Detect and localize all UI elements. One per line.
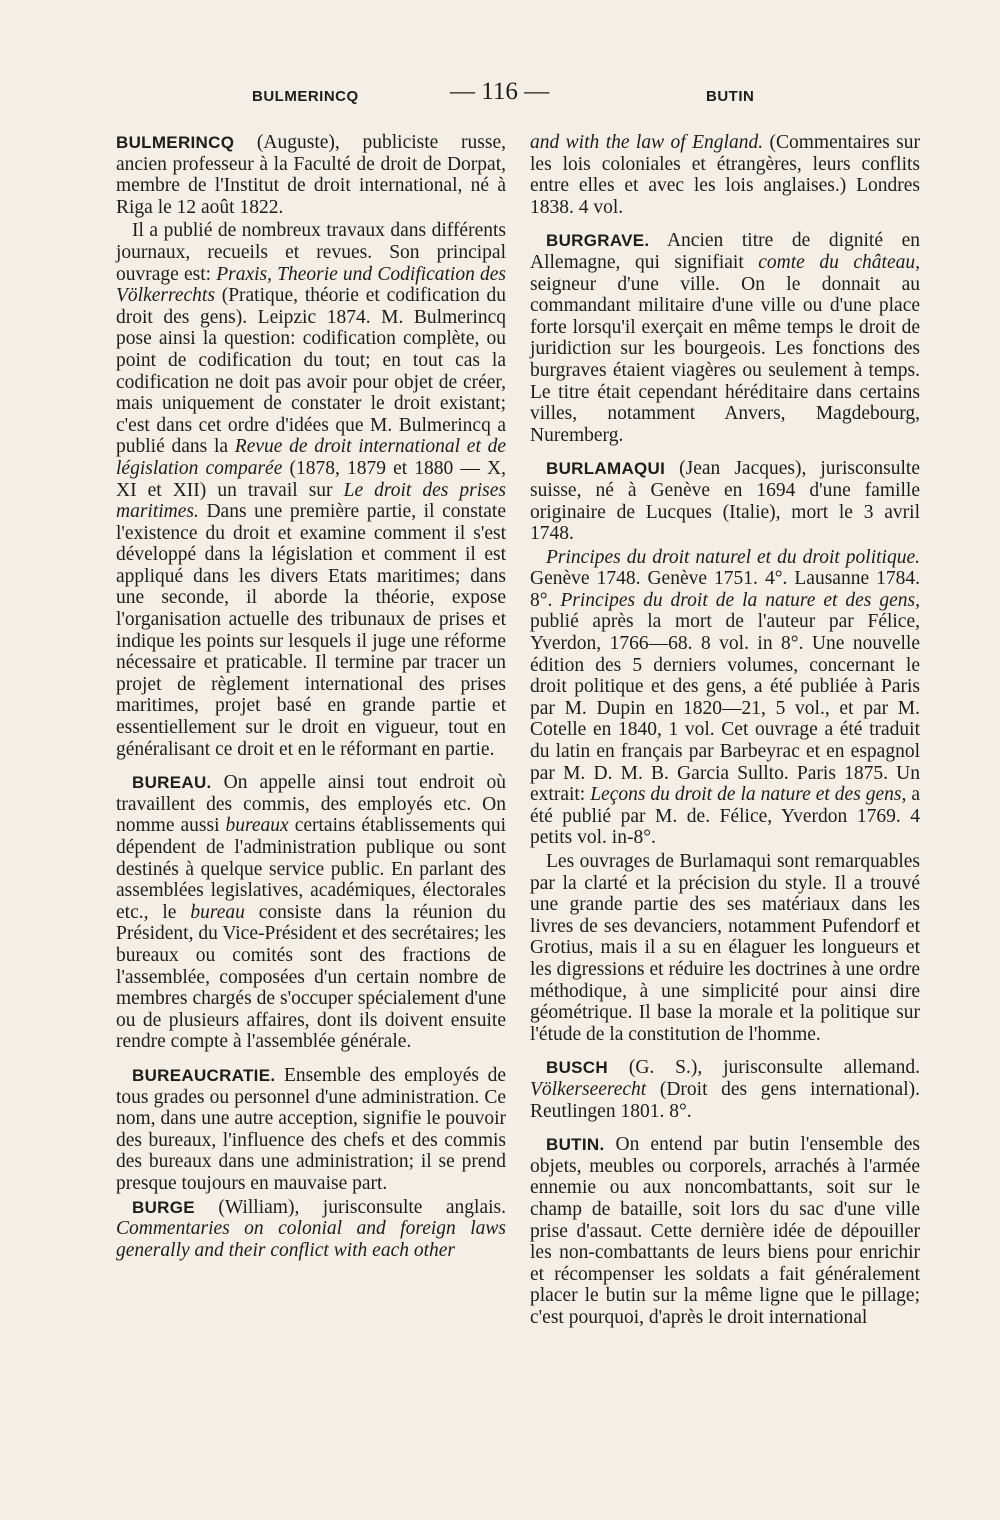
italic-term: comte du château, [758, 251, 920, 273]
header-right-word: BUTIN [706, 88, 755, 105]
page-number: — 116 — [450, 78, 550, 105]
entry-text: (William), jurisconsulte anglais. [194, 1196, 506, 1218]
entry-text: (Pratique, théorie et codification du droit des gens). Leipzic 1874. M. Bulmerincq pose ainsi la question: codification complète, ou point de codification du tout; en tout cas la codification ne doit pas avoir pour objet de créer, mais uniquement de constater le droit existant; c'est dans cet ordre d'idées que M. Bulmerincq a publié dans la [116, 285, 506, 458]
left-column [116, 132, 506, 1273]
entry-burlamaqui [530, 458, 920, 544]
entry-text: Dans une première partie, il constate l'existence du droit et examine comment il s'est développé dans la législation et comment il est appliqué dans les divers Etats maritimes; dans une seconde, il aborde la théorie, expose l'organisation actuelle des tribunaux de prises et indique les points sur lesquels il juge une réforme nécessaire et praticable. Il termine par tracer un projet de règlement international des prises maritimes, projet basé en grande partie et essentiellement sur le droit en vigueur, tout en généralisant ce droit et en le réformant en partie. [116, 501, 506, 760]
work-title: Völkerseerecht [530, 1078, 647, 1100]
entry-headword: BULMERINCQ [116, 133, 235, 152]
entry-text: Les ouvrages de Burlamaqui sont remarquables par la clarté et la précision du style. Il a trouvé une grande partie des ses matériaux dans les livres de ses devanciers, notamment Pufendorf et Grotius, mais il a su en élaguer les longueurs et les digressions et réduire les doctrines à une ordre méthodique, à une simplicité pour ainsi dire géométrique. Il base la morale et la politique sur l'étude de la constitution de l'homme. [530, 851, 920, 1045]
entry-text: consiste dans la réunion du Président, du Vice-Président et des secrétaires; les bureaux ou comités sont des fractions de l'assemblée, composées d'un certain nombre de membres chargés de s'occuper spécialement d'une ou de plusieurs affaires, dont ils doivent ensuite rendre compte à l'assemblée générale. [116, 901, 506, 1053]
entry-text: Genève 1748. Genève 1751. 4°. Lausanne 1784. 8°. [530, 568, 920, 611]
entry-headword: BURLAMAQUI [546, 459, 666, 479]
work-title: and with the law of England. [530, 132, 764, 153]
entry-burge [116, 1197, 506, 1262]
italic-term: bureau [190, 901, 245, 923]
entry-bulmerincq-paragraph [116, 220, 506, 760]
entry-headword: BUTIN. [546, 1135, 605, 1155]
italic-term: bureaux [225, 815, 289, 837]
running-head [0, 78, 1000, 118]
right-column [530, 132, 920, 1340]
work-title: Le droit des prises maritimes. [116, 479, 506, 523]
entry-text: seigneur d'une ville. On le donnait au commandant militaire d'une ville ou d'une place forte lorsqu'il exerçait en même temps le droit de juridiction sur les bourgeois. Les fonctions des burgraves étaient viagères ou seulement à temps. Le titre était cependant héréditaire dans certains villes, notamment Anvers, Magdebourg, Nuremberg. [530, 273, 920, 446]
entry-text: Il a publié de nombreux travaux dans différents journaux, recueils et revues. Son principal ouvrage est: [116, 220, 506, 285]
entry-text: (Jean Jacques), jurisconsulte suisse, né à Genève en 1694 d'une famille originaire de Lucques (Italie), mort le 3 avril 1748. [530, 458, 920, 545]
entry-text: Ensemble des employés de tous grades ou personnel d'une administration. Ce nom, dans une autre acception, signifie le pouvoir des bureaux, l'influence des chefs et des commis des bureaux dans une administration; il se prend presque toujours en mauvaise part. [116, 1064, 506, 1194]
work-title: Principes du droit de la nature et des gens, [560, 589, 920, 611]
entry-text: (Commentaires sur les lois coloniales et étrangères, leurs conflits entre elles et avec les lois anglaises.) Londres 1838. 4 vol. [530, 132, 920, 218]
entry-busch [530, 1057, 920, 1122]
entry-text: (Droit des gens international). Reutlingen 1801. 8°. [530, 1078, 920, 1122]
work-title: Commentaries on colonial and foreign laws generally and their conflict with each other [116, 1218, 506, 1261]
entry-burgrave [530, 230, 920, 446]
entry-bureau [116, 772, 506, 1053]
entry-text: On appelle ainsi tout endroit où travaillent des commis, des employés etc. On nomme aussi [116, 772, 506, 837]
entry-headword: BUREAU. [132, 773, 212, 793]
entry-bureaucratie [116, 1065, 506, 1195]
work-title: Principes du droit naturel et du droit politique. [546, 546, 920, 568]
entry-headword: BURGRAVE. [546, 231, 650, 251]
work-title: Leçons du droit de la nature et des gens, [590, 784, 907, 806]
entry-text: On entend par butin l'ensemble des objets, meubles ou corporels, arrachés à l'armée ennemie ou aux noncombattants, soit sur le champ de bataille, soit lors du sac d'une ville prise d'assaut. Cette dernière idée de dépouiller les non-combattants de leurs biens pour enrichir et récompenser les soldats a fait généralement placer le butin sur la même ligne que le pillage; c'est pourquoi, d'après le droit international [530, 1134, 920, 1328]
entry-headword: BUSCH [546, 1058, 608, 1078]
entry-burlamaqui-works [530, 547, 920, 849]
entry-headword: BURGE [132, 1197, 195, 1217]
entry-bulmerincq [116, 132, 506, 218]
entry-text: (Auguste), publiciste russe, ancien professeur à la Faculté de droit de Dorpat, membre de l'Institut de droit international, né à Riga le 12 août 1822. [116, 132, 506, 218]
entry-text: a été publié par M. de. Félice, Yverdon 1769. 4 petits vol. in-8°. [530, 784, 921, 849]
entry-burlamaqui-commentary [530, 851, 920, 1045]
entry-text: (G. S.), jurisconsulte allemand. [607, 1057, 920, 1079]
work-title: Praxis, Theorie und Codification des Völkerrechts [116, 263, 506, 307]
work-title: Revue de droit international et de législation comparée [116, 436, 507, 479]
header-left-word: BULMERINCQ [252, 88, 359, 105]
entry-butin [530, 1134, 920, 1328]
entry-headword: BUREAUCRATIE. [132, 1065, 276, 1085]
entry-text: (1878, 1879 et 1880 — X, XI et XII) un travail sur [116, 457, 506, 501]
entry-burge-continued [530, 132, 920, 218]
entry-text: publié après la mort de l'auteur par Félice, Yverdon, 1766—68. 8 vol. in 8°. Une nouvelle édition des 5 derniers volumes, concernant le droit politique et des gens, a été publiée à Paris par M. Dupin en 1820—21, 5 vol., et par M. Cotelle en 1840, 1 vol. Cet ouvrage a été traduit du latin en français par Barbeyrac et en espagnol par M. D. M. B. Garcia Sullto. Paris 1875. Un extrait: [530, 611, 920, 806]
entry-text: Ancien titre de dignité en Allemagne, qui signifiait [530, 230, 920, 273]
entry-text: certains établissements qui dépendent de l'administration publique ou sont destinés à quelque service public. En parlant des assemblées legislatives, académiques, électorales etc., le [116, 815, 506, 923]
